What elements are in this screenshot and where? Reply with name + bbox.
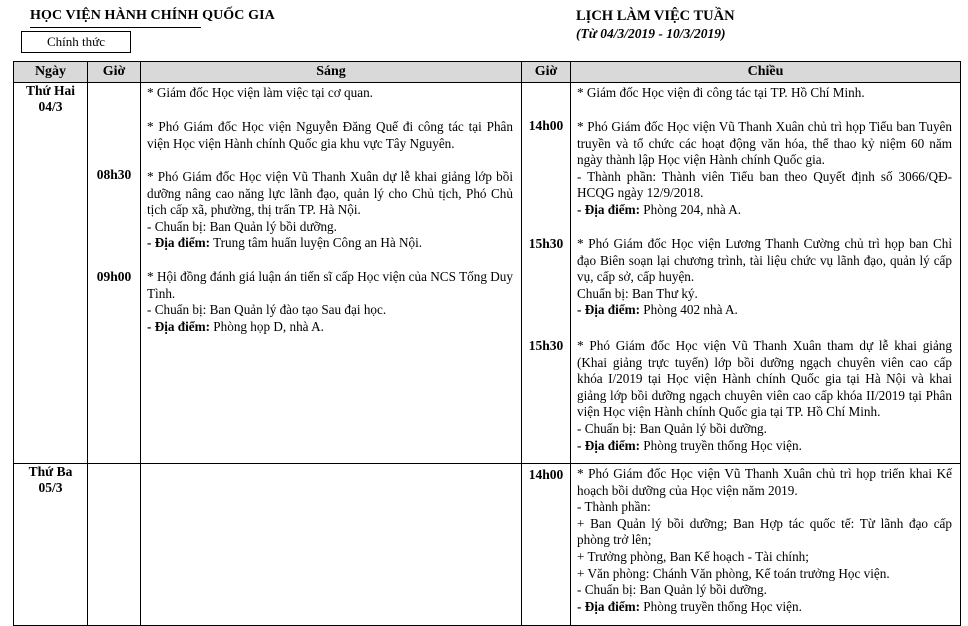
day-name: Thứ Hai [26,83,75,98]
item-prep: - Chuẩn bị: Ban Quản lý bồi dưỡng. [147,218,337,234]
item-text: * Phó Giám đốc Học viện Vũ Thanh Xuân tham dự lễ khai giảng (Khai giảng trực tuyến) lớp bồi dưỡng ngạch chuyên viên cao cấp khóa I/2019 tại Học viện Hành chính Quốc gia tại Hà Nội và khai giảng lớp bồi dưỡng ngạch chuyên viên cao cấp khóa II/2019 tại Phân viện Học viện Hành chính Quốc gia tại TP. Hồ Chí Minh. [577,338,952,420]
place-label: - Địa điểm: [577,437,640,453]
table-row [14,83,961,464]
item-members-head: - Thành phần: [577,499,651,515]
time-label: 15h30 [528,338,564,353]
schedule-item [577,119,952,219]
item-prep: Chuẩn bị: Ban Thư ký. [577,285,698,301]
schedule-item [577,466,952,615]
place-value: Phòng họp D, nhà A. [213,318,324,334]
place-value: Phòng truyền thống Học viện. [643,437,802,453]
item-text: * Hội đồng đánh giá luận án tiến sĩ cấp Học viện của NCS Tống Duy Tình. [147,269,513,301]
place-value: Phòng truyền thống Học viện. [643,598,802,614]
place-value: Phòng 402 nhà A. [643,302,738,318]
afternoon-cell [571,83,961,464]
place-label: - Địa điểm: [577,201,640,217]
schedule-item [577,236,952,319]
place-label: - Địa điểm: [147,318,210,334]
page-title: LỊCH LÀM VIỆC TUẦN [576,8,735,24]
time-label: 14h00 [528,467,564,482]
day-date: 05/3 [38,480,63,495]
place-value: Phòng 204, nhà A. [643,201,742,217]
day-cell-tuesday [14,464,88,626]
item-text: * Phó Giám đốc Học viện Nguyễn Đăng Quế đi công tác tại Phân viện Học viện Hành chính Quốc gia khu vực Tây Nguyên. [147,119,513,151]
schedule-item [147,169,513,252]
item-place [147,319,513,336]
item-place [147,235,513,252]
morning-cell [141,83,522,464]
column-header-time-morning: Giờ [88,62,141,83]
column-header-afternoon: Chiều [571,62,961,83]
time-label: 14h00 [528,118,564,133]
afternoon-times-cell [522,464,571,626]
item-text: * Giám đốc Học viện đi công tác tại TP. Hồ Chí Minh. [577,85,865,100]
status-badge: Chính thức [21,31,131,53]
column-header-day: Ngày [14,62,88,83]
page-subtitle: (Từ 04/3/2019 - 10/3/2019) [576,26,726,41]
day-cell-monday [14,83,88,464]
table-header-row [14,62,961,83]
schedule-item [147,119,513,152]
item-text: * Phó Giám đốc Học viện Vũ Thanh Xuân chủ trì họp Tiểu ban Tuyên truyền và tổ chức các hoạt động văn hóa, thể thao kỷ niệm 60 năm ngày thành lập Học viện Hành chính Quốc gia. [577,119,952,168]
time-label: 15h30 [528,236,564,251]
item-prep: - Chuẩn bị: Ban Quản lý bồi dưỡng. [577,582,767,598]
item-prep: - Chuẩn bị: Ban Quản lý bồi dưỡng. [577,420,767,436]
schedule-item [147,85,513,102]
item-member-line: + Trưởng phòng, Ban Kế hoạch - Tài chính; [577,548,809,564]
schedule-item [147,269,513,335]
item-member-line: + Ban Quản lý bồi dưỡng; Ban Hợp tác quốc tế: Từ lãnh đạo cấp phòng trở lên; [577,515,952,548]
item-place [577,599,952,616]
day-name: Thứ Ba [28,464,73,479]
column-header-morning: Sáng [141,62,522,83]
time-label: 09h00 [96,269,132,284]
schedule-item [577,85,952,102]
column-header-time-afternoon: Giờ [522,62,571,83]
morning-times-cell [88,464,141,626]
place-label: - Địa điểm: [577,598,640,614]
header-underline [30,27,201,28]
item-text: * Giám đốc Học viện làm việc tại cơ quan. [147,85,373,100]
afternoon-cell [571,464,961,626]
place-label: - Địa điểm: [147,235,210,251]
schedule-table [13,61,961,626]
organization-name: HỌC VIỆN HÀNH CHÍNH QUỐC GIA [30,8,275,23]
item-prep: - Chuẩn bị: Ban Quản lý đào tạo Sau đại học. [147,302,387,318]
place-label: - Địa điểm: [577,302,640,318]
item-place [577,438,952,455]
morning-cell [141,464,522,626]
table-row [14,464,961,626]
item-text: * Phó Giám đốc Học viện Lương Thanh Cường chủ trì họp ban Chỉ đạo Biên soạn lại chương trình, tài liệu chức vụ lãnh đạo, quản lý cấp vụ, cấp sở, cấp huyện. [577,236,952,285]
item-text: * Phó Giám đốc Học viện Vũ Thanh Xuân dự lễ khai giảng lớp bồi dưỡng nâng cao năng lực lãnh đạo, quản lý cho Chủ tịch, Phó Chủ tịch cấp xã, phường, thị trấn TP. Hà Nội. [147,169,513,218]
item-member-line: + Văn phòng: Chánh Văn phòng, Kế toán trưởng Học viện. [577,565,890,581]
item-place [577,202,952,219]
item-members: - Thành phần: Thành viên Tiểu ban theo Quyết định số 3066/QĐ-HCQG ngày 12/9/2018. [577,168,952,201]
item-place [577,302,952,319]
afternoon-times-cell [522,83,571,464]
day-date: 04/3 [38,99,63,114]
morning-times-cell [88,83,141,464]
time-label: 08h30 [96,167,132,182]
place-value: Trung tâm huấn luyện Công an Hà Nội. [213,235,423,251]
schedule-item [577,338,952,454]
item-text: * Phó Giám đốc Học viện Vũ Thanh Xuân chủ trì họp triển khai Kế hoạch bồi dưỡng của Học viện năm 2019. [577,466,952,498]
